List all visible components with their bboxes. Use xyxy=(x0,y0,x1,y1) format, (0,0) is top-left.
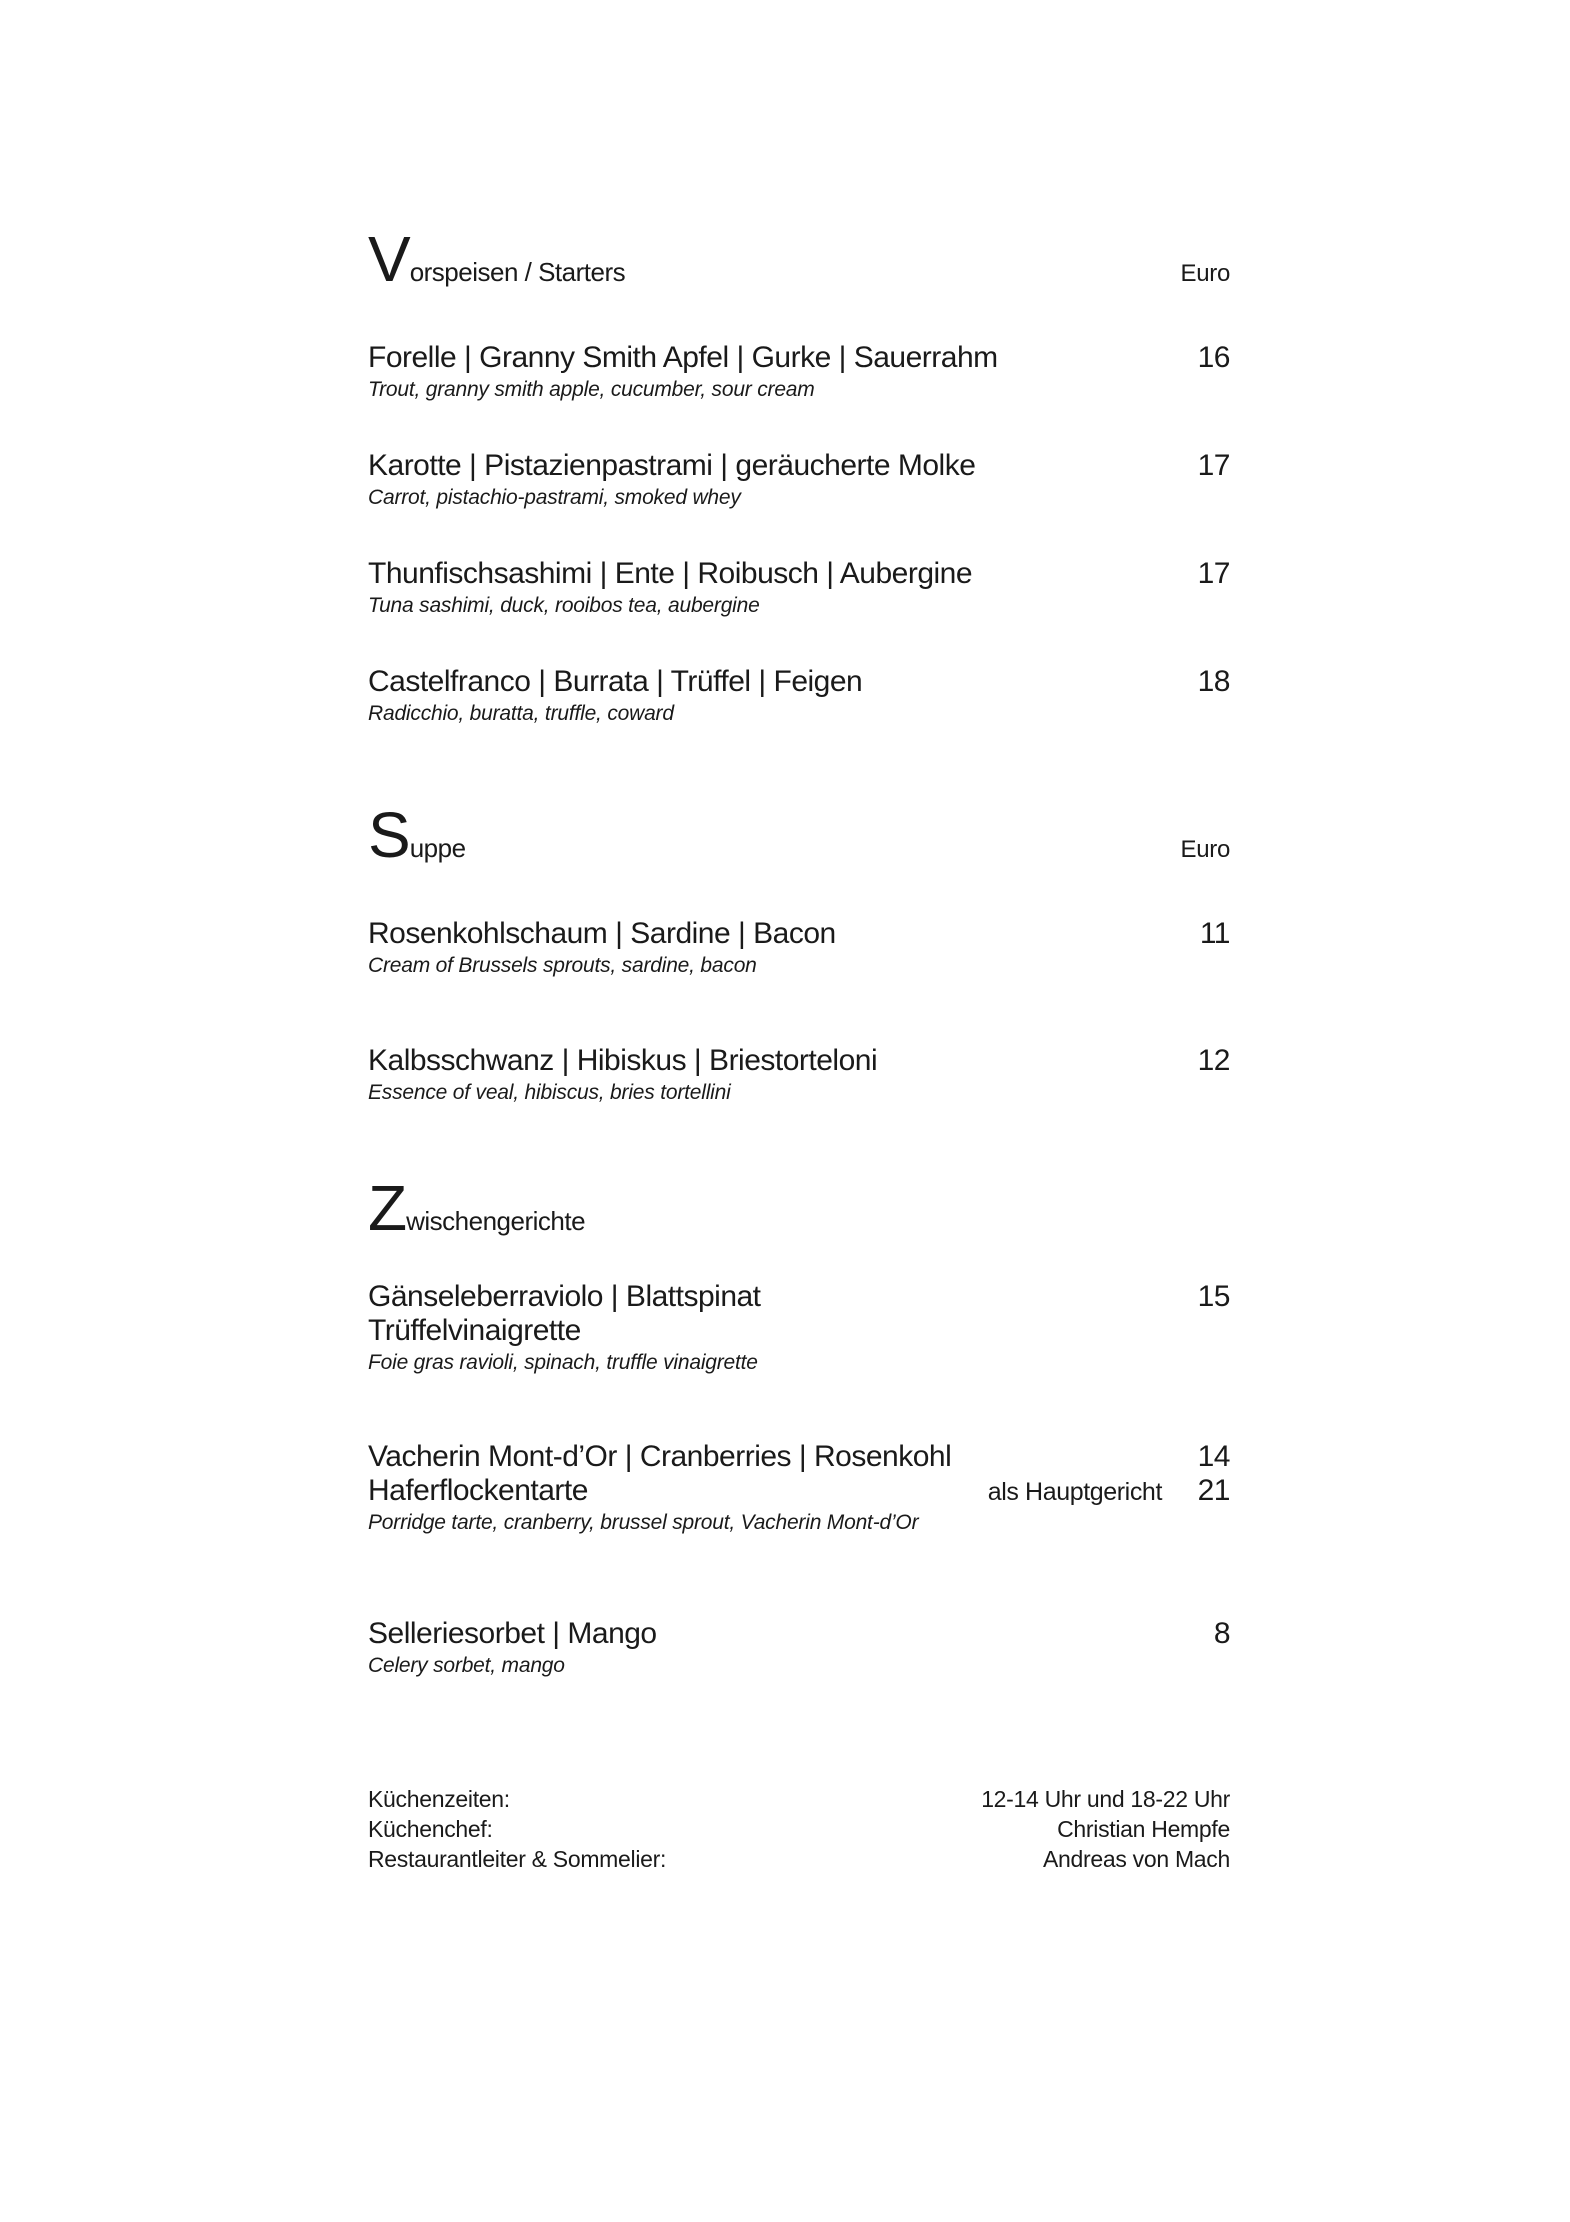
item-title: Thunfischsashimi | Ente | Roibusch | Aubergine xyxy=(368,557,973,590)
item-description: Carrot, pistachio-pastrami, smoked whey xyxy=(368,486,741,509)
section-suppe xyxy=(368,798,1230,1171)
item-title: Rosenkohlschaum | Sardine | Bacon xyxy=(368,917,836,950)
section-title: orspeisen / Starters xyxy=(409,257,626,287)
item-description: Cream of Brussels sprouts, sardine, bacon xyxy=(368,954,757,977)
item-description: Trout, granny smith apple, cucumber, sour cream xyxy=(368,378,815,401)
item-price: 18 xyxy=(1197,665,1230,698)
item-price: 8 xyxy=(1213,1617,1230,1650)
item-title: Kalbsschwanz | Hibiskus | Briestorteloni xyxy=(368,1044,878,1077)
footer-value: Andreas von Mach xyxy=(1043,1846,1230,1872)
section-initial: S xyxy=(368,799,410,871)
item-description: Tuna sashimi, duck, rooibos tea, aubergine xyxy=(368,594,760,617)
footer-label: Restaurantleiter & Sommelier: xyxy=(368,1846,667,1872)
section-initial: V xyxy=(368,223,410,295)
menu-item xyxy=(368,665,1230,729)
item-price: 16 xyxy=(1197,341,1230,374)
item-title: Haferflockentarte xyxy=(368,1474,588,1507)
footer-row xyxy=(368,1844,1230,1874)
menu-item xyxy=(368,1280,1230,1378)
menu-page xyxy=(368,222,1230,1874)
menu-item xyxy=(368,1440,1230,1538)
item-description: Essence of veal, hibiscus, bries tortellini xyxy=(368,1081,731,1104)
item-line xyxy=(368,917,1230,951)
footer-label: Küchenchef: xyxy=(368,1816,493,1842)
footer-label: Küchenzeiten: xyxy=(368,1786,510,1812)
item-line xyxy=(368,1280,1230,1314)
footer-value: 12-14 Uhr und 18-22 Uhr xyxy=(981,1786,1230,1812)
footer-row xyxy=(368,1784,1230,1814)
item-line xyxy=(368,1440,1230,1474)
item-note: als Hauptgericht xyxy=(987,1478,1162,1506)
currency-label: Euro xyxy=(1180,260,1230,287)
section-zwischengerichte xyxy=(368,1171,1230,1681)
section-heading xyxy=(368,1171,1230,1245)
menu-item xyxy=(368,917,1230,981)
item-line xyxy=(368,1314,1230,1348)
item-line xyxy=(368,665,1230,699)
item-title: Castelfranco | Burrata | Trüffel | Feigen xyxy=(368,665,863,698)
item-line xyxy=(368,557,1230,591)
item-title: Forelle | Granny Smith Apfel | Gurke | Sauerrahm xyxy=(368,341,998,374)
item-line xyxy=(368,1044,1230,1078)
item-line xyxy=(368,449,1230,483)
item-description: Porridge tarte, cranberry, brussel sprout, Vacherin Mont-d’Or xyxy=(368,1511,919,1534)
section-initial: Z xyxy=(368,1172,407,1244)
section-heading xyxy=(368,798,1230,872)
item-title: Karotte | Pistazienpastrami | geräucherte Molke xyxy=(368,449,976,482)
item-line xyxy=(368,1474,1230,1508)
menu-item xyxy=(368,1044,1230,1108)
item-title: Trüffelvinaigrette xyxy=(368,1314,581,1347)
menu-item xyxy=(368,449,1230,513)
item-description: Celery sorbet, mango xyxy=(368,1654,565,1677)
currency-label: Euro xyxy=(1180,836,1230,863)
item-price: 14 xyxy=(1197,1440,1230,1473)
item-price: 12 xyxy=(1197,1044,1230,1077)
section-title: wischengerichte xyxy=(406,1206,586,1236)
item-title: Gänseleberraviolo | Blattspinat xyxy=(368,1280,761,1313)
menu-item xyxy=(368,1617,1230,1681)
item-line xyxy=(368,1617,1230,1651)
footer xyxy=(368,1784,1230,1874)
item-price: 21 xyxy=(1197,1474,1230,1507)
footer-row xyxy=(368,1814,1230,1844)
item-description: Foie gras ravioli, spinach, truffle vinaigrette xyxy=(368,1351,758,1374)
item-price: 11 xyxy=(1199,917,1230,950)
item-price: 15 xyxy=(1197,1280,1230,1313)
menu-item xyxy=(368,341,1230,405)
item-line xyxy=(368,341,1230,375)
item-description: Radicchio, buratta, truffle, coward xyxy=(368,702,674,725)
item-price: 17 xyxy=(1197,449,1230,482)
section-vorspeisen xyxy=(368,222,1230,773)
footer-value: Christian Hempfe xyxy=(1057,1816,1230,1842)
item-title: Selleriesorbet | Mango xyxy=(368,1617,657,1650)
item-price: 17 xyxy=(1197,557,1230,590)
menu-item xyxy=(368,557,1230,621)
section-title: uppe xyxy=(409,833,466,863)
item-title: Vacherin Mont-d’Or | Cranberries | Rosenkohl xyxy=(368,1440,952,1473)
section-heading xyxy=(368,222,1230,296)
